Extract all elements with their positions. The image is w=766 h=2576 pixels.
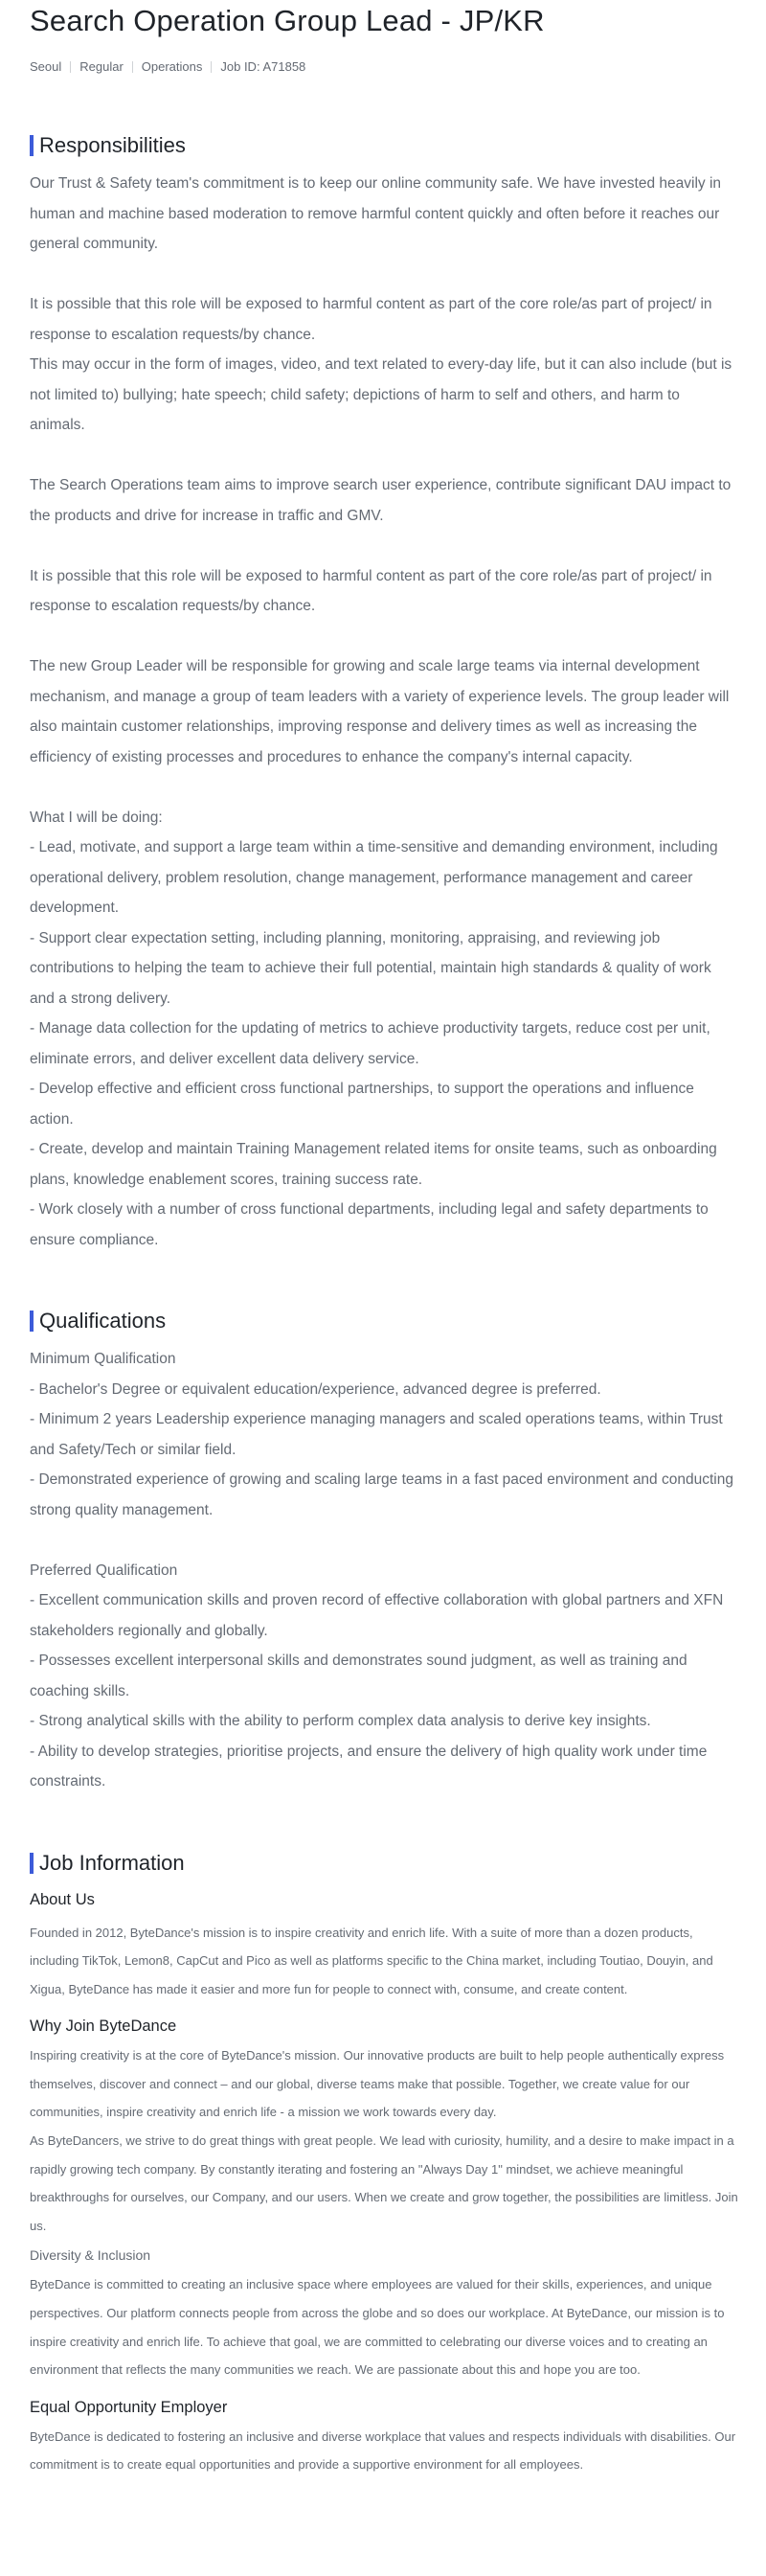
diversity-title: Diversity & Inclusion <box>30 2247 151 2264</box>
heading-accent-bar <box>30 1853 34 1874</box>
job-category: Operations <box>141 59 203 74</box>
meta-divider <box>211 61 212 73</box>
qualifications-heading-text: Qualifications <box>39 1309 167 1333</box>
about-us-title: About Us <box>30 1890 95 1908</box>
about-us-text: Founded in 2012, ByteDance's mission is to inspire creativity and enrich life. With a suite of more than a dozen products, including TikTok, Lemon8, CapCut and Pico as well as platforms specific to the China market, including Toutiao, Douyin, and Xigua, ByteDance has made it easier and more fun for people to connect with, consume, and create content. <box>30 1925 713 1996</box>
heading-accent-bar <box>30 135 34 156</box>
meta-divider <box>70 61 71 73</box>
job-location: Seoul <box>30 59 62 74</box>
job-information-heading <box>30 1850 736 1877</box>
meta-divider <box>132 61 133 73</box>
equal-opportunity-title: Equal Opportunity Employer <box>30 2398 228 2416</box>
responsibilities-text: Our Trust & Safety team's commitment is to keep our online community safe. We have invested heavily in human and machine based moderation to remove harmful content quickly and often before it reaches our general community. It is possible that this role will be exposed to harmful content as part of the core role/as part of project/ in response to escalation requests/by chance. This may occur in the form of images, video, and text related to every-day life, but it can also include (but is not limited to) bullying; hate speech; child safety; depictions of harm to self and others, and harm to animals. The Search Operations team aims to improve search user experience, contribute significant DAU impact to the products and drive for increase in traffic and GMV. It is possible that this role will be exposed to harmful content as part of the core role/as part of project/ in response to escalation requests/by chance. The new Group Leader will be responsible for growing and scale large teams via internal development mechanism, and manage a group of team leaders with a variety of experience levels. The group leader will also maintain customer relationships, improving response and delivery times as well as increasing the efficiency of existing processes and procedures to enhance the company's internal capacity. What I will be doing: - Lead, motivate, and support a large team within a time-sensitive and demanding environment, including operational delivery, problem resolution, change management, performance management and career development. - Support clear expectation setting, including planning, monitoring, appraising, and reviewing job contributions to helping the team to achieve their full potential, maintain high standards & quality of work and a strong delivery. - Manage data collection for the updating of metrics to achieve productivity targets, reduce cost per unit, eliminate errors, and deliver excellent data delivery service. - Develop effective and efficient cross functional partnerships, to support the operations and influence action. - Create, develop and maintain Training Management related items for onsite teams, such as onboarding plans, knowledge enablement scores, training success rate. - Work closely with a number of cross functional departments, including legal and safety departments to ensure compliance. <box>30 175 732 1248</box>
job-title: Search Operation Group Lead - JP/KR <box>30 4 545 37</box>
job-id: Job ID: A71858 <box>220 59 306 74</box>
equal-opportunity-text: ByteDance is dedicated to fostering an inclusive and diverse workplace that values and respects individuals with disabilities. Our commitment is to create equal opportunities and provide a supportive environment for all employees. <box>30 2428 736 2473</box>
responsibilities-heading-text: Responsibilities <box>39 133 186 157</box>
responsibilities-heading <box>30 132 736 159</box>
qualifications-text: Minimum Qualification - Bachelor's Degree or equivalent education/experience, advanced degree is preferred. - Minimum 2 years Leadership experience managing managers and scaled operations teams, within Trust and Safety/Tech or similar field. - Demonstrated experience of growing and scaling large teams in a fast paced environment and conducting strong quality management. Preferred Qualification - Excellent communication skills and proven record of effective collaboration with global partners and XFN stakeholders regionally and globally. - Possesses excellent interpersonal skills and demonstrates sound judgment, as well as training and coaching skills. - Strong analytical skills with the ability to perform complex data analysis to derive key insights. - Ability to develop strategies, prioritise projects, and ensure the delivery of high quality work under time constraints. <box>30 1351 733 1790</box>
heading-accent-bar <box>30 1311 34 1332</box>
diversity-text: ByteDance is committed to creating an inclusive space where employees are valued for their skills, experiences, and unique perspectives. Our platform connects people from across the globe and so does our workplace. At ByteDance, our mission is to inspire creativity and enrich life. To achieve that goal, we are committed to celebrating our diverse voices and to creating an environment that reflects the many communities we reach. We are passionate about this and hope you are too. <box>30 2277 725 2378</box>
why-join-text: Inspiring creativity is at the core of ByteDance's mission. Our innovative products are built to help people authentically express themselves, discover and connect – and our global, diverse teams make that possible. Together, we create value for our communities, inspire creativity and enrich life - a mission we work towards every day. As ByteDancers, we strive to do great things with great people. We lead with curiosity, humility, and a desire to make impact in a rapidly growing tech company. By constantly iterating and fostering an "Always Day 1" mindset, we achieve meaningful breakthroughs for ourselves, our Company, and our users. When we create and grow together, the possibilities are limitless. Join us. <box>30 2048 738 2233</box>
job-information-heading-text: Job Information <box>39 1850 185 1875</box>
why-join-title: Why Join ByteDance <box>30 2017 177 2036</box>
job-type: Regular <box>79 59 124 74</box>
job-meta <box>30 57 736 77</box>
qualifications-heading <box>30 1308 736 1334</box>
